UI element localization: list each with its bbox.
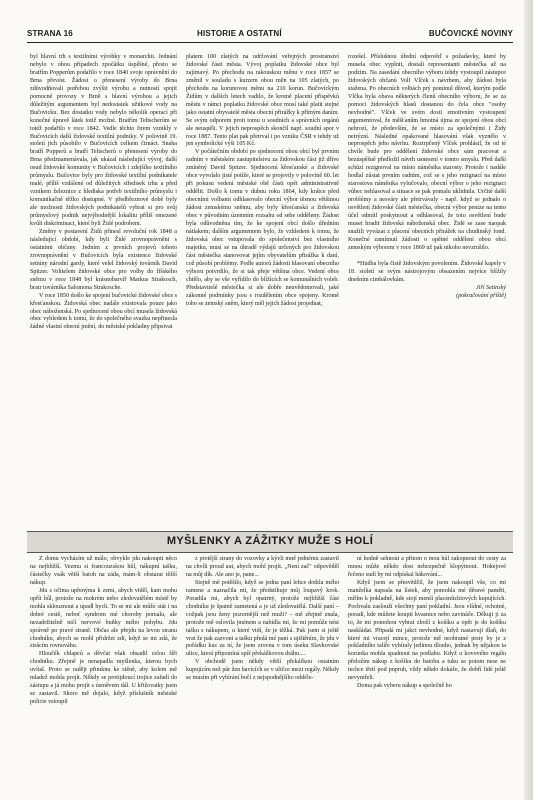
lower-column-3 [348, 556, 506, 691]
paragraph: V obchodě jsem někdy větší překážkou ostatním kupujícím než pár žen bavících se v uličce mezi regály. Někdy se musím při vybírání bočí z nejspodnějšího oddéle- [186, 659, 339, 682]
paragraph: rozešel. Příslušnou úřední odpověď s požadavky, které by musela obec vyplnit, dostali representanti městečka až na podzim. Na zasedání obecního výboru tehdy vystoupil zástupce židovských občanů Volf Vlček s návrhem, aby žádost byla stažena. Po obecních volbách prý pominul důvod, kterým podle Vlčka byla obava některých členů obecního výboru, že se za pomoci židovských hlasů dostanou do čela obce "osoby nevhodné". Vlček ve svém dosti emotivním vystoupení argumentoval, že měšťanům hmotná újma ze spojení obou obcí nehrozí, že především, že se místo za společnými i Židy netrýzní. Následné opakované hlasování však vyznělo v neprospěch jeho návrhu. Roztrpčený Vlček prohlásil, že od té chvíle bude pro oddělení židovské obce sám pracovat a bezúspěšně předložil návrh usnesení v tomto smyslu. Před další schůzí rezignoval na místo náměstka starosty. Protože i nadále hodlal zůstat prvním radním, což se s jeho rezignací na místo starostova náměstka vylučovalo, obecní výbor o jeho rezignaci vůbec nehlasoval a situace se pak pomalu uklidnila. Určité další problémy a nesváry ale přetrvávaly - např. když se jednalo o osvětlení židovské části městečka, obecní výbor penize na tento účel odmítl poskytnout a odhlasoval, že toto osvětlení bude muset hradit židovská náboženská obec. Židé se zase naopak snažili vyvázat z placení obecních přirážek na chudinský fond. Konečné zamítnutí žádosti o opětné oddělení obou obcí zemským výborem v roce 1869 už pak nikoho nevzrušilo. [348, 54, 506, 251]
paragraph: byl hlavní trh s textilními výrobky v monarchii. Jednání nebylo v obou případech zpočátku úspěšné, přesto se bratřím Popperům podařilo v roce 1840 svoje oprávnění do Brna převést. Žádost o přenesení výroby do Brna zdůvodňovali potřebou zvýšit výrobu a nutností spojit pomocné provozy v Brně s hlavní výrobou a jejich důležitým argumentem byl nedostatek užitkové vody na Bučovicku. Bez dostatku vody nebylo několik operací při konečné úpravě látek totiž možné. Bratřím Teltscherům se totéž podařilo v roce 1842. Vedle těchto firem vznikly v Bučovicích další židovské textilní podniky. V polovině 19. století jich působilo v Bučovicích celkem čtrnáct. Snaha bratří Popperů a bratří Teltscherů o přenesení výroby do Brna předznamenávala, jak ukázal následující vývoj, další osud židovské komunity v Bučovicích i zdejšího textilního průmyslu. Bučovice byly pro židovské textilní podnikatele malé, příliš vzdálené od důležitých středisek trhu a před vznikem železnice z hlediska potřeb textilního průmyslu i komunikačně těžko dostupné. V předbřeznové době byly ale možnosti židovských podnikatelů vybrat si pro svůj průmyslový podnik nejvýhodnější lokalitu příliš omezené kvůli diskriminaci, které byli Židé podrobeni. [30, 54, 177, 228]
article-banner [27, 531, 513, 553]
paragraph: Když jsem se přesvědčil, že jsem nakoupil vše, co mi manželka napsala na lístek, aby pomohla mé děravé paměti, mířím k pokladně, kde stojí menší placenítchiových kupujících. Pochvalu zaslouží všechny paní pokladní. Jsou vlídné, ochotné, poradí, kde můžete koupit kvasnice nebo zavináče. Děkuji ji za to, že mi pomohou vybrat zboží z košíku a opět je do košíku naskládat. Připadá mi jakci nevhodné, když nastavuji dlaň, do které mi vracejí mince, protože mě neobratné prsty by je z pokladního talíře vybíraly jedinou dlouho, jednak by nějakou ta korunka mohla spadnout na podlahu. Když u kovového regálu přeložím nákup z košíku do batohu a tuku se potom nese ne techce třetí pod popruh, vždy někdo dokáže, že dobří lidé ještě nevymřeli. [348, 579, 506, 682]
paragraph: Změny v postavení Židů přinesl revoluční rok 1848 a následující období, kdy byli Židé zrovnoprávněni s ostatními občany. Jedním z prvních projevů tohoto zrovnoprávnění v Bučovicích byla existence židovské setníny národní gardy, které velel židovský továrník David Spitzer. Volitelem židovské obce pro volby do říšského sněmu v roce 1848 byl krásnobarvíř Markus Strakosch, bratr továrníka Salomona Strakosche. [30, 228, 177, 291]
page-header [27, 29, 513, 41]
paragraph: Jdu s očima upřenýma k zemi, abych viděl, kam mohu opřít hůl, protože na mokrém nebo zledovatělém místě by mohla sklouznout a upadl bych. To se mi ale může stát i na dobré cestě, neboť syndrom mé choroby pomalu, ale nezadržitelně ničí nervové buňky mého pohybu. Jdu správně po pravé straně. Občas ale přejdu na levou stranu chodníku, abych se mohl přidržet zdi, když se mi zdá, že ztrácím rovnováhu. [30, 587, 177, 650]
paragraph: Stejně mě potěšilo, když se jedna paní lehce dotkla mého ramene a naznačila mi, že předstihuje můj loupavý krok. Poradila mi, abych byl opatrný, protože nejbližší část chodníku je špatně zametená a je už zledovatělá. Další paní – cožpak jsou ženy pozornější než muži? – mě zřejmě znala, protože mě oslovila jménem a nabídla mi, že mi pomůže nést tašku s nákupem, u které vidí, že je těžká. Pak jsem si ještě vrat že pak zazvoni a tašku předá mé paní s ujištěním, že jdu v pořádku kus za ní, že jsem zrovna v tom úseku Slavkovské ulice, která připomíná spíš překážkovou dráhu.... [186, 579, 339, 658]
article-column-3 [348, 54, 506, 301]
article-column-2 [186, 54, 339, 309]
paragraph: V počátečním období po sjednocení obou obcí byl prvním radním v městském zastupitelstvu za židovskou část již dříve zmíněný David Spitzer. Sjednocení křesťanské a židovské obce vyvolalo jisté potíže, které se projevily v polovině 60. let při pokusu vedení městské obě části opět administrativně oddělit. Došlo k tomu v dubnu roku 1864, kdy krátce před obecními volbami odhlasovalo obecní výbor těsnou většinou žádost zemskému sněmu, aby byly křesťanská a židovská obec v původním územním rozsahu od sebe odděleny. Žádost byla odůvodněna tím, že ke spojení obcí došlo úředním nátlakem; dalším argumentem bylo, že vzhledem k tomu, že židovská obec vstupovala do společenství bez vlastního majetku, musí se na úhradě výdajů určených pro židovskou část městečka stanovovat jejím obyvatelům přirážka k daní, což působí problémy. Podle autorů žádosti hlasovaní obecního výboru potvrdilo, že si tak přeje většina obce. Vedení obce chtělo, aby se vše vyřídilo do blížících se komunálních voleb. Představitelé městečka si ale dobře neuvědomovali, jaké zákonné podmínky jsou s rozdělením obce spojeny. Kromě toho se zemský sněm, který měl jejich žádost projednat, [186, 149, 339, 307]
paragraph: Hloučék chlapců a děvčat však obsadil celou šíři chodníku. Zřejmě je nenapadla myšlenka, kterou bych uvítal. Proto se raději přimknu ke stěně, aby kolem mě mladež mohla projít. Někdy se protijdoucí trojice zařadí do zástupu a já mohu projít s úsměvem dál. U křižovatky jsem se zastavil. Skoro mě dojalo, když příslušník městské policie vstoupil [30, 651, 177, 706]
page-number: STRANA 16 [27, 29, 73, 38]
footnote: *Hudba byla čistě židovským povolením. Židovské kapely v 18. století se svým nástrojovým obsazením nejvíce blížily dnešním cimbálovkám. [348, 260, 506, 283]
paragraph: Z domu vycházím už málo, obvykle jdu nakoupit něco na nejbližší. Vezmu si francouzskou hůl, nákupní tašku, částečky vsák větší batoh na záda, mám-li obstarat těžší nákup. [30, 556, 177, 586]
paragraph: ní hodně sehnout a přitom o mou hůl zakopnout do cesty za mnou může někdo dost nebezpečně klopýtnout. Hokejové řečeno sudí by mi odpískal hákování... [348, 556, 506, 578]
lower-column-1 [30, 556, 177, 707]
header-rule [27, 42, 513, 43]
lower-column-2 [186, 556, 339, 683]
continued-note: (pokračování příště) [456, 292, 506, 299]
article-column-1 [30, 54, 177, 332]
article-title: MYŠLENKY A ZÁŽITKY MUŽE S HOLÍ [166, 535, 374, 547]
paragraph: platem 100 zlatých na udržování veřejných prostranství židovské části města. Vývoj poplatku židovské obce byl zajímavý. Po přechodu na rakouskou měnu v roce 1857 se změnil v souladu s kurzem obou měn na 105 zlatých, po přechodu na korunovou měnu na 210 korun. Bučovickým Židům v dalších letech vadilo, že kromě placení příspěvků městu v rámci poplatku židovské obce musí také platit stejné jako ostatní obyvatelé města obecní přirážky k přímým daním. Se svým odporem proti tomu u soudních a správních orgánů ale neuspěli. V jejich neprospěch skončil např. soudní spor v roce 1887. Tento plat pak přetrval i po vzniku ČSR v tehdy už jen symbolické výši 105 Kč. [186, 54, 339, 148]
binding-edge [524, 0, 533, 800]
publication-name: BUČOVICKÉ NOVINY [428, 29, 513, 38]
author-signature: Jiří Setinský [476, 284, 506, 291]
paragraph: Doma pak vyberu nákup a společně ho [357, 683, 452, 690]
section-title: HISTORIE A OSTATNÍ [197, 29, 282, 38]
paragraph: V roce 1850 došlo ke spojení bučovické židovské obce s křesťanskou. Židovská obec nadále existovala pouze jako obec náboženská. Po sjednocení obou obcí musela židovská obec vyhledem k tomu, že do společného svazku nepřinesla žádné vlastní obecní jmění, do městské pokladny připsivat [30, 292, 177, 331]
paragraph: z protější strany do vozovky a kývli mně jednému zastavil na chvíli proud aut, abych mohl projít. „Není zač" odpověděl na můj dík. Ale ano je, pane... [186, 556, 339, 578]
